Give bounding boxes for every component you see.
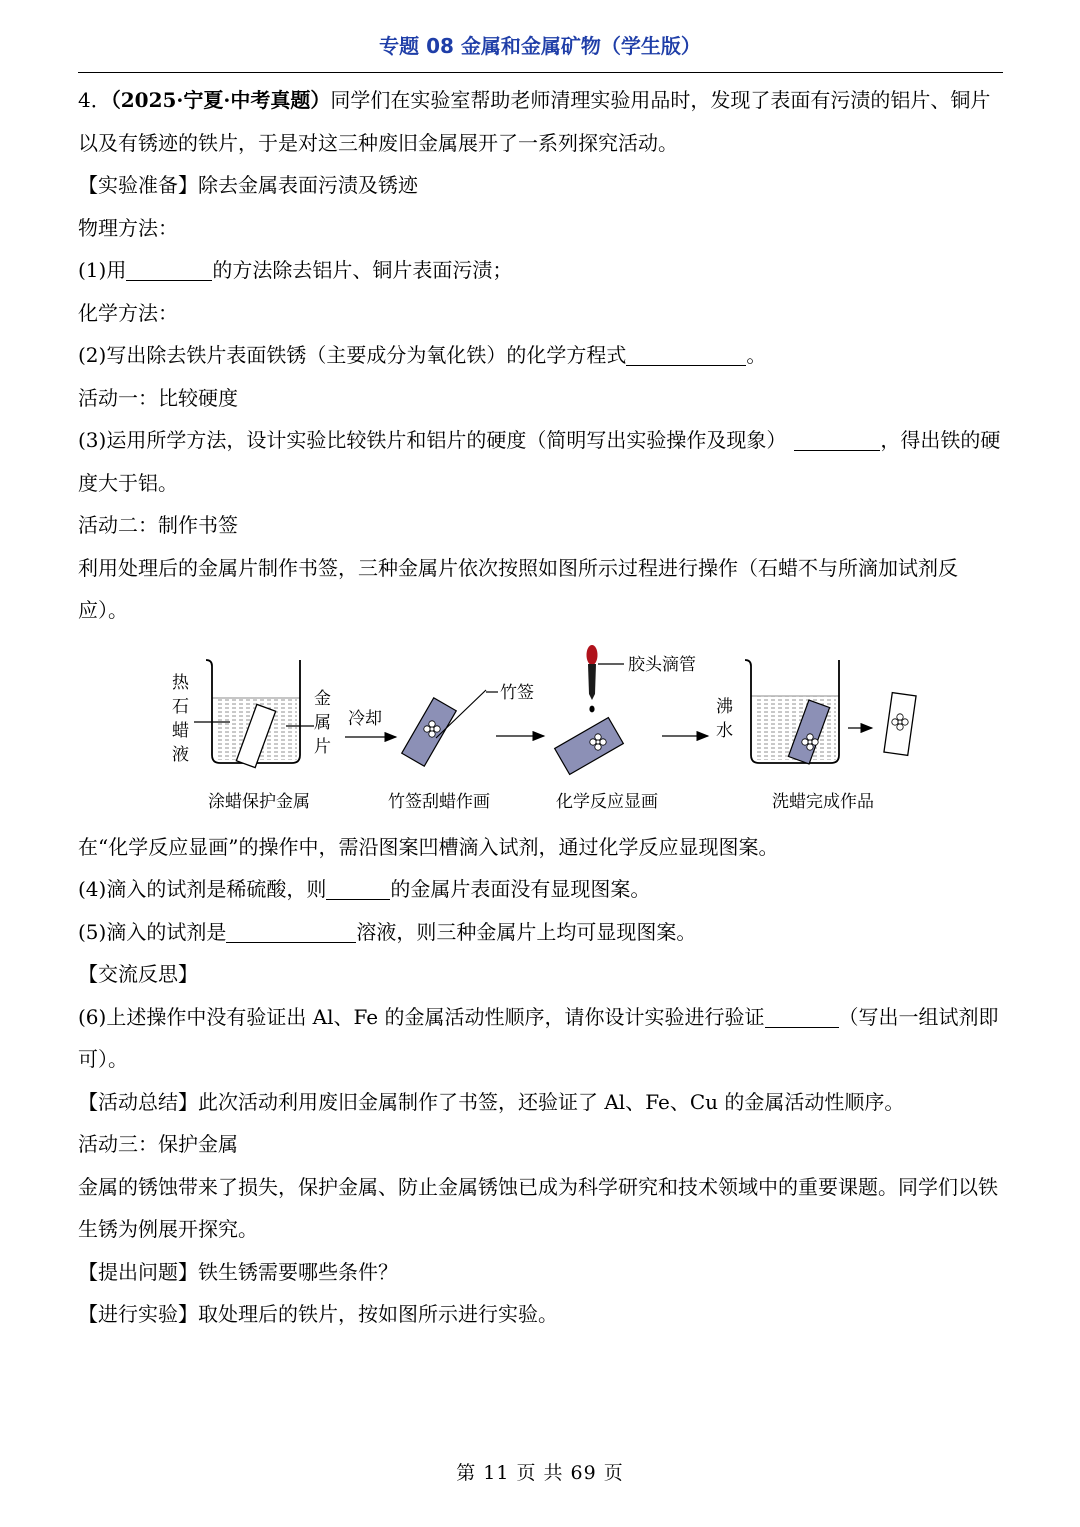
question-intro — [78, 79, 1006, 164]
dropper-tube — [588, 664, 596, 700]
chemical-method-label: 化学方法： — [78, 300, 178, 325]
q6-line — [78, 996, 1006, 1081]
boil-char-2: 水 — [716, 720, 733, 741]
activity-2-title: 活动二：制作书签 — [78, 513, 238, 537]
q4-blank[interactable] — [326, 875, 390, 900]
q3-text-a: (3)运用所学方法，设计实验比较铁片和铝片的硬度（简明写出实验操作及现象） — [78, 428, 787, 452]
boil-char-1: 沸 — [716, 696, 733, 717]
caption-4: 洗蜡完成作品 — [772, 791, 874, 812]
finished-bookmark — [884, 692, 916, 755]
beaker-hot-wax — [194, 660, 314, 768]
q5-line — [78, 911, 1006, 954]
drop — [589, 705, 594, 712]
q5-blank[interactable] — [226, 918, 356, 943]
q3-text-b: ，得出铁的硬度大于铝。 — [78, 428, 1001, 495]
q6-blank[interactable] — [765, 1003, 839, 1028]
hot-wax-char-2: 石 — [172, 696, 189, 717]
q3-blank[interactable] — [794, 426, 880, 451]
q2-text-a: (2)写出除去铁片表面铁锈（主要成分为氧化铁）的化学方程式 — [78, 343, 627, 367]
q4-text-a: (4)滴入的试剂是稀硫酸，则 — [78, 877, 327, 901]
q5-text-b: 溶液，则三种金属片上均可显现图案。 — [356, 919, 697, 944]
bookmark-process-figure — [78, 642, 1006, 824]
q4-text-b: 的金属片表面没有显现图案。 — [390, 877, 651, 901]
after-figure-text: 在“化学反应显画”的操作中，需沿图案凹槽滴入试剂，通过化学反应显现图案。 — [78, 834, 779, 859]
physical-method-label: 物理方法： — [78, 215, 178, 240]
question-content — [78, 79, 1006, 1336]
q6-text-a: (6)上述操作中没有验证出 Al、Fe 的金属活动性顺序，请你设计实验进行验证 — [78, 1004, 765, 1029]
header-rule — [78, 72, 1003, 73]
dropper-label: 胶头滴管 — [628, 654, 696, 675]
page-header-title: 专题 08 金属和金属矿物（学生版） — [379, 34, 701, 58]
metal-char-2: 属 — [314, 712, 331, 733]
page-footer: 第 11 页 共 69 页 — [456, 1462, 624, 1484]
caption-3: 化学反应显画 — [556, 791, 658, 812]
beaker-boiling-water — [745, 660, 839, 764]
q1-text-a: (1)用 — [78, 258, 127, 282]
dropper-bulb — [587, 645, 598, 665]
caption-1: 涂蜡保护金属 — [208, 791, 310, 812]
q2-blank[interactable] — [626, 341, 746, 366]
q1-text-b: 的方法除去铝片、铜片表面污渍； — [212, 258, 513, 282]
hot-wax-char-3: 蜡 — [172, 720, 189, 741]
q4-line — [78, 868, 1006, 911]
metal-char-1: 金 — [314, 688, 331, 709]
experiment-line: 【进行实验】取处理后的铁片，按如图所示进行实验。 — [78, 1302, 558, 1326]
q1-line — [78, 249, 1006, 292]
hot-wax-char-1: 热 — [172, 672, 189, 693]
question-number: 4． — [78, 88, 111, 112]
reflect-heading: 【交流反思】 — [78, 962, 198, 986]
bamboo-label: 竹签 — [500, 682, 534, 703]
dropper-step — [555, 645, 624, 774]
q2-text-b: 。 — [746, 343, 767, 367]
activity-3-desc: 金属的锈蚀带来了损失，保护金属、防止金属锈蚀已成为科学研究和技术领域中的重要课题。同学们以铁生锈为例展开探究。 — [78, 1174, 998, 1241]
q6-text-b: （写出一组试剂即可）。 — [78, 1004, 999, 1071]
activity-3-title: 活动三：保护金属 — [78, 1132, 238, 1156]
caption-2: 竹签刮蜡作画 — [388, 791, 490, 812]
summary-line: 【活动总结】此次活动利用废旧金属制作了书签，还验证了 Al、Fe、Cu 的金属活动性顺序。 — [78, 1089, 905, 1114]
intro-text: 同学们在实验室帮助老师清理实验用品时，发现了表面有污渍的铝片、铜片以及有锈迹的铁片，于是对这三种废旧金属展开了一系列探究活动。 — [78, 88, 991, 155]
plate-drawing — [402, 690, 498, 766]
prep-line: 【实验准备】除去金属表面污渍及锈迹 — [78, 173, 418, 197]
metal-char-3: 片 — [314, 736, 331, 757]
cool-label: 冷却 — [348, 708, 382, 729]
raise-question: 【提出问题】铁生锈需要哪些条件？ — [78, 1259, 398, 1284]
q2-line — [78, 334, 1006, 377]
q5-text-a: (5)滴入的试剂是 — [78, 919, 227, 944]
q3-line — [78, 419, 1006, 504]
hot-wax-char-4: 液 — [172, 744, 189, 765]
activity-1-title: 活动一：比较硬度 — [78, 385, 238, 410]
activity-2-desc: 利用处理后的金属片制作书签，三种金属片依次按照如图所示过程进行操作（石蜡不与所滴加试剂反应）。 — [78, 555, 958, 622]
question-source: （2025·宁夏·中考真题） — [110, 88, 331, 112]
q1-blank[interactable] — [126, 256, 212, 281]
